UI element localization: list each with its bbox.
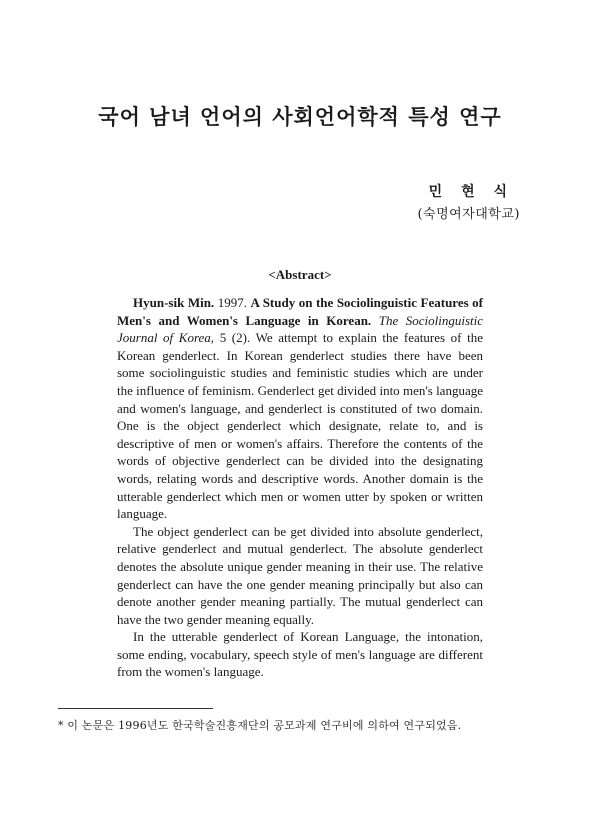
author-affiliation: (숙명여자대학교) bbox=[417, 207, 520, 222]
author-name: 민 현 식 bbox=[428, 184, 514, 200]
abstract-paragraph: In the utterable genderlect of Korean Language, the intonation, some ending, vocabulary, speech style of men's language are different from the women's language. bbox=[117, 629, 483, 680]
abstract-paragraph: The object genderlect can be get divided into absolute genderlect, relative genderlect and mutual genderlect. The absolute genderlect denotes the absolute unique gender meaning in their use. The relative genderlect can have the one gender meaning principally but also can denote another gender meaning partially. The mutual genderlect can have the two gender meaning equally. bbox=[117, 523, 483, 627]
citation-article-title: A Study on the Sociolinguistic Features of Men's and Women's Language in Korean. bbox=[117, 295, 484, 328]
footnote-divider bbox=[58, 708, 213, 709]
footnote: * 이 논문은 1996년도 한국학술진흥재단의 공모과제 연구비에 의하여 연구되었음. bbox=[58, 719, 462, 732]
citation-author: Hyun-sik Min. bbox=[133, 295, 215, 310]
abstract-text: We attempt to explain the features of the Korean genderlect. In Korean genderlect studies there have been some sociolinguistic studies and feministic studies which are under the influence of feminism. Genderlect get divided into men's language and women's language, and genderlect is constituted of two domain. One is the object genderlect which designate, relate to, and is descriptive of men or women's affairs. Therefore the contents of the words of objective genderlect can be divided into the designating words, relating words and descriptive words. Another domain is the utterable genderlect which men or women utter by spoken or written language. bbox=[117, 330, 484, 522]
abstract-paragraph bbox=[117, 294, 483, 523]
paper-title: 국어 남녀 언어의 사회언어학적 특성 연구 bbox=[98, 104, 502, 129]
citation-volume: 5 (2). bbox=[219, 330, 251, 346]
citation-year: 1997. bbox=[217, 295, 247, 310]
citation-journal: The Sociolinguistic Journal of Korea, bbox=[117, 312, 484, 346]
abstract-body bbox=[117, 294, 483, 681]
abstract-heading: <Abstract> bbox=[268, 267, 332, 282]
